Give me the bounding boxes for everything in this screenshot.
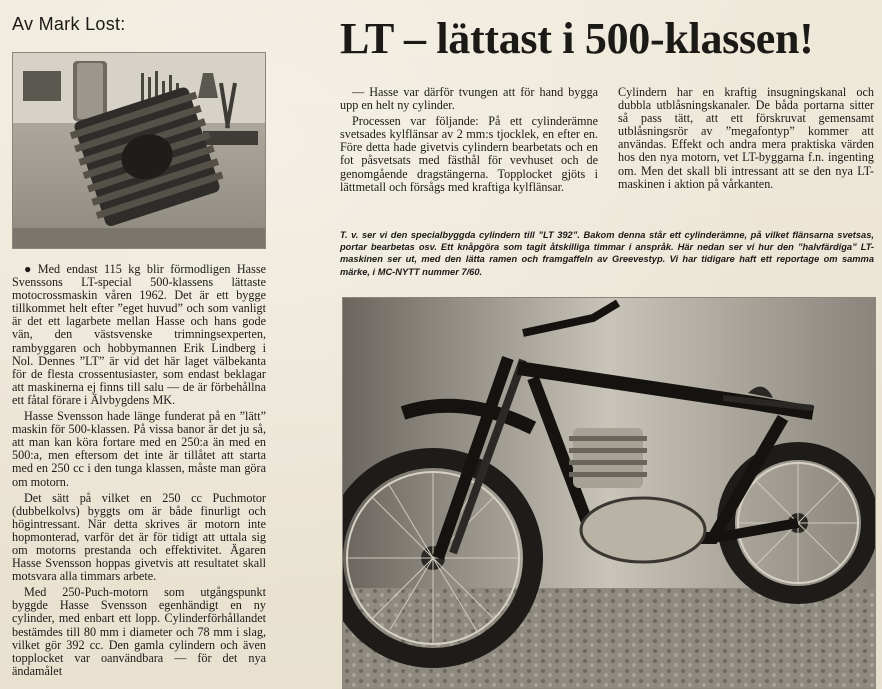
paragraph: Med 250-Puch-motorn som utgångspunkt byggde Hasse Svensson egenhändigt en ny cylinder, med enbart ett lopp. Cylinderförhållandet bestämdes till 80 mm i diameter och 78 mm i slag, vilket gör 392 cc. Den gamla cylindern och även topplocket var oanvändbara — för det nya ändamålet	[12, 585, 266, 678]
paragraph: Hasse Svensson hade länge funderat på en ”lätt” maskin för 500-klassen. På vissa banor är det ju så, att man kan köra fortare med en 250:a än med en 500:a, men eftersom det inte är tillåtet att starta med en 250 cc i den tunga klassen, måste man göra om motorn.	[12, 409, 266, 489]
paragraph: Processen var följande: På ett cylinderämne svetsades kylflänsar av 2 mm:s tjocklek, en efter en. Före detta hade givetvis cylindern bearbetats och en fot påsvetsats med fästhål för vevhuset och de genomgående dragstängerna. Topplocket gjöts i lättmetall och försågs med kraftiga kylflänsar.	[340, 114, 598, 194]
bullet-icon: ●	[24, 262, 35, 276]
paragraph: ● Med endast 115 kg blir förmodligen Hasse Svenssons LT-special 500-klassens lättaste motocrossmaskin våren 1962. Det är ett bygge tillkommet helt efter ”eget huvud” och som vanligt är det ett lagarbete mellan Hasse och hans gode vän, den västsvenske trimningsexperten, rambyggaren och hobbymannen Erik Lindberg i Nol. Dennes ”LT” är vid det här laget välbekanta för de flesta crossentusiaster, som endast beklagar att maskinerna ej finns till salu — de är förbehållna ett fåtal förare i Älvbygdens MK.	[12, 262, 266, 407]
headline: LT – lättast i 500-klassen!	[340, 14, 814, 63]
paragraph: Cylindern har en kraftig insugningskanal och dubbla utblåsningskanaler. De båda portarna sitter så pass tätt, att ett förskruvat gemensamt utblåsningsrör av ”megafontyp” kommer att användas. Effekt och andra mera praktiska värden hos den nya motorn, vet LT-byggarna f.n. ingenting om. Men det skall bli intressant att se den nya LT-maskinen i aktion på vårkanten.	[618, 85, 874, 191]
right-column-text	[618, 86, 874, 194]
middle-column-text	[340, 86, 598, 197]
paragraph: — Hasse var därför tvungen att för hand bygga upp en helt ny cylinder.	[340, 85, 598, 113]
cylinder-photo-illustration	[13, 53, 265, 248]
left-column-text	[12, 263, 266, 681]
motorcycle-photo	[342, 297, 876, 689]
motorcycle-photo-illustration	[343, 298, 875, 688]
photo-caption: T. v. ser vi den specialbyggda cylindern till ”LT 392”. Bakom denna står ett cylinderämne, på vilket flänsarna svetsas, portar bearbetas osv. Ett knåpgöra som tagit åtskilliga timmar i anspråk. Här nedan ser vi hur den ”halvfärdiga” LT-maskinen ser ut, med den lätta ramen och framgaffeln av Greevestyp. Vi har tidigare haft ett reportage om samma märke, i MC-NYTT nummer 7/60.	[340, 230, 874, 277]
paragraph: Det sätt på vilket en 250 cc Puchmotor (dubbelkolvs) byggts om är både finurligt och högintressant. När detta skrives är motorn inte hopmonterad, varför det är för tidigt att uttala sig om motorns prestanda och effektivitet. Ägaren Hasse Svensson hoppas givetvis att resultatet skall motsvara alla timmars arbete.	[12, 490, 266, 584]
byline: Av Mark Lost:	[12, 14, 126, 34]
cylinder-photo	[12, 52, 266, 249]
